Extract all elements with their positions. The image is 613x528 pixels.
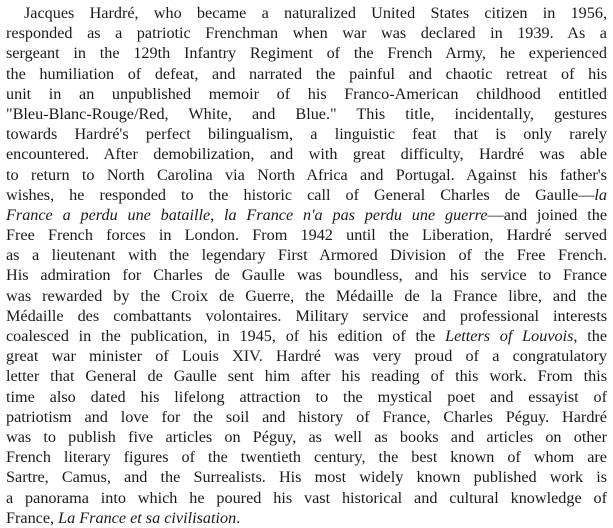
text-run: His admiration for Charles de Gaulle was boundless, and his service to France bbox=[6, 266, 607, 285]
body-paragraph bbox=[6, 3, 607, 528]
text-run: , the bbox=[573, 327, 608, 345]
text-run: France, bbox=[6, 508, 59, 527]
text-run: great war minister of Louis XIV. Hardré was very proud of a congratulatory bbox=[6, 347, 607, 366]
text-line bbox=[6, 508, 607, 528]
text-line bbox=[6, 43, 607, 63]
text-line bbox=[6, 165, 607, 185]
text-line bbox=[6, 488, 607, 508]
text-run: Jacques Hardré, who became a naturalized United States citizen in 1956, bbox=[24, 4, 607, 22]
text-line bbox=[6, 23, 607, 43]
text-run: patriotism and love for the soil and history of France, Charles Péguy. Hardré bbox=[6, 407, 607, 426]
text-line bbox=[6, 366, 607, 386]
text-line bbox=[6, 447, 607, 467]
text-line bbox=[6, 245, 607, 265]
text-run: encountered. After demobilization, and with great difficulty, Hardré was able bbox=[6, 145, 607, 164]
text-line bbox=[6, 104, 607, 124]
text-line bbox=[6, 346, 607, 366]
text-run: wishes, he responded to the historic call of General Charles de Gaulle— bbox=[6, 185, 595, 204]
text-run: Free French forces in London. From 1942 until the Liberation, Hardré served bbox=[6, 226, 607, 245]
text-line bbox=[6, 124, 607, 144]
text-run: letter that General de Gaulle sent him after his reading of this work. From this bbox=[6, 367, 607, 386]
text-line bbox=[6, 144, 607, 164]
text-line bbox=[6, 286, 607, 306]
text-run: Sartre, Camus, and the Surrealists. His most widely known published work is bbox=[6, 468, 607, 487]
text-line bbox=[6, 326, 607, 346]
text-run: French literary figures of the twentieth century, the best known of whom are bbox=[6, 448, 607, 467]
text-run: sergeant in the 129th Infantry Regiment of the French Army, he experienced bbox=[6, 44, 607, 63]
text-run: —and joined the bbox=[487, 205, 607, 224]
text-run: coalesced in the publication, in 1945, of his edition of the bbox=[6, 327, 446, 345]
text-line bbox=[6, 205, 607, 225]
text-line bbox=[6, 467, 607, 487]
text-run: the humiliation of defeat, and narrated the painful and chaotic retreat of his bbox=[6, 64, 607, 83]
text-line bbox=[6, 185, 607, 205]
text-line bbox=[6, 3, 607, 23]
text-run: as a lieutenant with the legendary First Armored Division of the Free French. bbox=[6, 246, 607, 265]
text-line bbox=[6, 84, 607, 104]
italic-text-run: la bbox=[594, 185, 607, 204]
text-run: was to publish five articles on Péguy, as well as books and articles on other bbox=[6, 427, 607, 446]
italic-text-run: France a perdu une bataille, la France n'a pas perdu une guerre bbox=[6, 205, 488, 224]
text-run: responded as a patriotic Frenchman when war was declared in 1939. As a bbox=[6, 24, 607, 43]
italic-text-run: La France et sa civilisation bbox=[58, 508, 237, 527]
text-run: towards Hardré's perfect bilingualism, a linguistic feat that is only rarely bbox=[6, 125, 607, 144]
text-line bbox=[6, 306, 607, 326]
text-run: . bbox=[236, 508, 241, 527]
text-run: unit in an unpublished memoir of his Franco-American childhood entitled bbox=[6, 84, 607, 103]
text-run: a panorama into which he poured his vast historical and cultural knowledge of bbox=[6, 488, 607, 507]
text-line bbox=[6, 387, 607, 407]
text-line bbox=[6, 265, 607, 285]
text-run: time also dated his lifelong attraction to the mystical poet and essayist of bbox=[6, 387, 607, 406]
text-run: to return to North Carolina via North Africa and Portugal. Against his father's bbox=[6, 165, 607, 184]
text-line bbox=[6, 64, 607, 84]
text-line bbox=[6, 427, 607, 447]
text-run: "Bleu-Blanc-Rouge/Red, White, and Blue." This title, incidentally, gestures bbox=[6, 104, 607, 123]
italic-text-run: Letters of Louvois bbox=[445, 327, 574, 345]
text-line bbox=[6, 407, 607, 427]
text-run: Médaille des combattants volontaires. Military service and professional interests bbox=[6, 306, 607, 325]
text-run: was rewarded by the Croix de Guerre, the Médaille de la France libre, and the bbox=[6, 286, 607, 305]
text-line bbox=[6, 225, 607, 245]
